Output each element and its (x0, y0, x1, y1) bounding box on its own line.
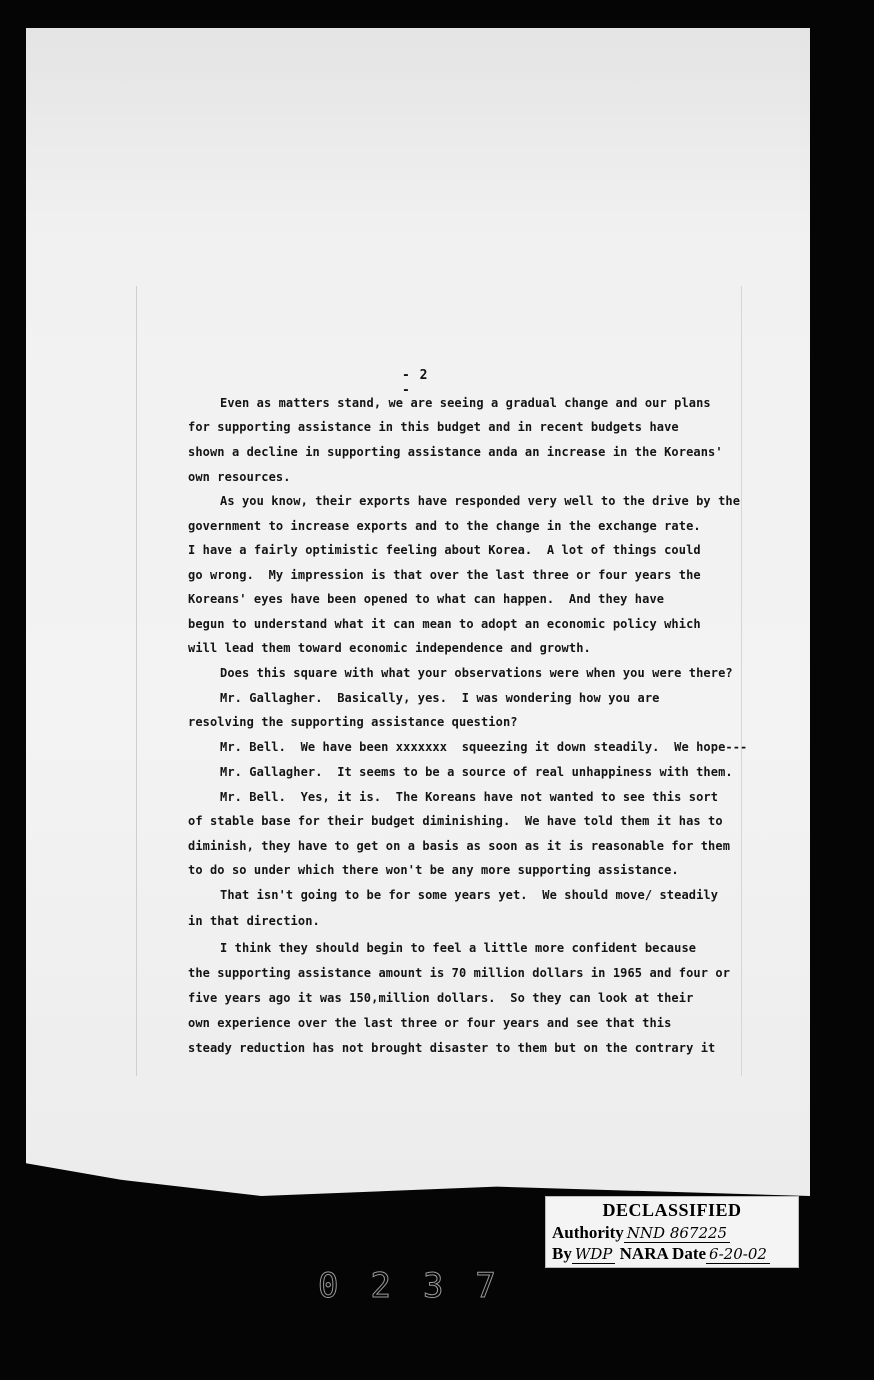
text-line: diminish, they have to get on a basis as soon as it is reasonable for them (188, 839, 731, 853)
text-line: As you know, their exports have responded very well to the drive by the (220, 494, 741, 508)
nara-date-label: NARA Date (619, 1244, 707, 1263)
text-line: Does this square with what your observations were when you were there? (220, 666, 733, 680)
text-line: own experience over the last three or four years and see that this (188, 1016, 672, 1030)
text-line: shown a decline in supporting assistance anda an increase in the Koreans' (188, 445, 723, 459)
text-line: Even as matters stand, we are seeing a gradual change and our plans (220, 396, 711, 410)
page-number: - 2 - (402, 368, 429, 398)
date-value: 6-20-02 (706, 1245, 770, 1264)
text-line: I think they should begin to feel a little more confident because (220, 941, 697, 955)
text-line: That isn't going to be for some years yet. We should move/ steadily (220, 888, 719, 902)
text-line: own resources. (188, 470, 291, 484)
text-line: to do so under which there won't be any more supporting assistance. (188, 863, 679, 877)
text-line: go wrong. My impression is that over the last three or four years the (188, 568, 701, 582)
stamp-title: DECLASSIFIED (602, 1200, 742, 1220)
declassified-stamp (545, 1196, 799, 1268)
text-line: begun to understand what it can mean to adopt an economic policy which (188, 617, 701, 631)
text-line: will lead them toward economic independence and growth. (188, 641, 591, 655)
film-frame-number: 0237 (318, 1266, 528, 1306)
text-line: Mr. Gallagher. It seems to be a source of real unhappiness with them. (220, 765, 733, 779)
stamp-date-row (552, 1244, 770, 1264)
text-line: Koreans' eyes have been opened to what can happen. And they have (188, 592, 665, 606)
text-line: I have a fairly optimistic feeling about Korea. A lot of things could (188, 543, 701, 557)
text-line: in that direction. (188, 914, 320, 928)
text-line: Mr. Bell. Yes, it is. The Koreans have not wanted to see this sort (220, 790, 719, 804)
text-line: Mr. Bell. We have been xxxxxxx squeezing it down steadily. We hope--- (220, 740, 748, 754)
text-line: resolving the supporting assistance question? (188, 715, 518, 729)
text-line: the supporting assistance amount is 70 million dollars in 1965 and four or (188, 966, 731, 980)
authority-label: Authority (552, 1223, 624, 1242)
text-line: of stable base for their budget diminishing. We have told them it has to (188, 814, 723, 828)
authority-value: NND 867225 (624, 1224, 730, 1243)
text-line: Mr. Gallagher. Basically, yes. I was wondering how you are (220, 691, 660, 705)
stamp-authority-row (552, 1223, 730, 1243)
text-line: steady reduction has not brought disaster to them but on the contrary it (188, 1041, 716, 1055)
by-value: WDP (572, 1245, 616, 1264)
text-line: government to increase exports and to the change in the exchange rate. (188, 519, 701, 533)
by-label: By (552, 1244, 572, 1263)
text-line: five years ago it was 150,million dollars. So they can look at their (188, 991, 694, 1005)
text-line: for supporting assistance in this budget and in recent budgets have (188, 420, 679, 434)
